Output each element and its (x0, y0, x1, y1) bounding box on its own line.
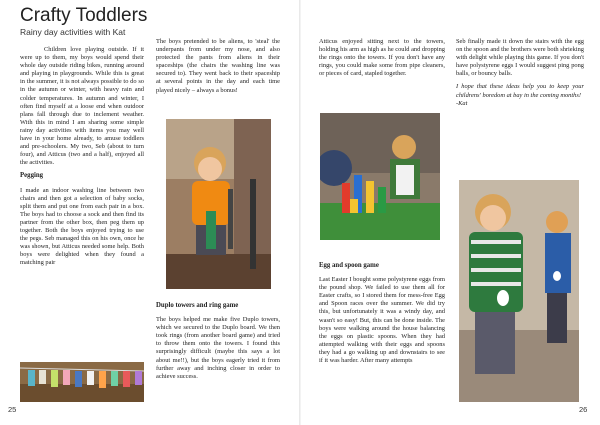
left-column-2-bottom (156, 298, 280, 386)
intro-paragraph: Children love playing outside. If it were up to them, my boys would spend their whole day outside riding bikes, running around and playing in playgrounds. While this is great in the summer, it is not always possible to do so in the autumn or winter, with heavy rain and colder temperatures. In autumn and winter, I often find myself at a loose end when outdoor plans fall through due to inclement weather. With this in mind I am sharing some simple rainy day activities with items you may well have in your home already, to amuse toddlers and pre-schoolers. My two, Seb (about to turn four), and Atticus (two and a half), enjoyed all the activities. (20, 46, 144, 167)
page-number-right: 26 (579, 405, 588, 414)
left-column-1 (20, 46, 144, 272)
page-number-left: 25 (8, 405, 17, 414)
left-column-2 (156, 38, 280, 100)
socks-on-line-image (20, 362, 144, 402)
seb-paragraph: Seb finally made it down the stairs with the egg on the spoon and the brothers were both shrieking with delight while playing this game. If you don't have polystyrene eggs I would suggest ping pong balls, or bouncy balls. (456, 38, 584, 78)
page-title: Crafty Toddlers (20, 5, 148, 26)
left-page (0, 0, 299, 425)
signoff: -Kat (456, 99, 468, 107)
pegging-photo (20, 362, 144, 402)
right-column-1-bottom (319, 258, 445, 370)
pegging-paragraph: I made an indoor washing line between two chairs and then got a selection of baby socks, split them and put one from each pair in a box. The boys had to choose a sock and then find its partner from the other box, then peg them up together. Both the boys enjoyed trying to use the pegs. Seb managed this on his own, once he was shown, but Atticus needed some help. Both boys were delighted when they found a matching pair (20, 186, 144, 267)
egg-and-spoon-image (459, 180, 579, 402)
pegging-heading: Pegging (20, 172, 44, 180)
right-column-2 (456, 38, 584, 113)
right-column-1 (319, 38, 445, 83)
duplo-towers-photo (320, 113, 440, 240)
right-page (301, 0, 600, 425)
duplo-heading: Duplo towers and ring game (156, 302, 239, 309)
boy-with-socks-photo (166, 119, 271, 289)
egg-and-spoon-photo (459, 180, 579, 402)
page-subtitle: Rainy day activities with Kat (20, 27, 126, 37)
aliens-paragraph: The boys pretended to be aliens, to 'steal' the underpants from under my nose, and also protected the pants from aliens in their spaceships (the chairs the washing line was secured to). They went back to their spaceship at several points in the day and each time played nicely – always a bonus! (156, 38, 280, 94)
duplo-towers-image (320, 113, 440, 240)
atticus-paragraph: Atticus enjoyed sitting next to the towers, holding his arm as high as he could and dropping the rings onto the towers. If you don't have any rings, you could make some from pipe cleaners, or pieces of card, stapled together. (319, 38, 445, 78)
closing-text: I hope that these ideas help you to keep your childrens' boredom at bay in the coming months! (456, 83, 584, 99)
closing-paragraph (456, 83, 584, 107)
boy-with-socks-image (166, 119, 271, 289)
duplo-paragraph: The boys helped me make five Duplo towers, which we secured to the Duplo board. We then took rings (from another board game) and tried to throw them onto the towers. I found this surprisingly difficult (maybe this says a lot about me!!), but the boys eagerly tried it from further away and inching closer in order to achieve success. (156, 316, 280, 380)
egg-paragraph: Last Easter I bought some polystyrene eggs from the pound shop. We failed to use them all for Easter crafts, so I stored them for mess-free Egg and Spoon races over the summer. We did try this, but unfortunately it was a windy day, and wasn't so easy! But, this can be done inside. The boys were walking around the house balancing the eggs on plastic spoons. When they had attempted walking with their eggs and spoons they had a go walking up and downstairs to see if it was harder. After many attempts (319, 276, 445, 365)
egg-heading: Egg and spoon game (319, 262, 379, 269)
